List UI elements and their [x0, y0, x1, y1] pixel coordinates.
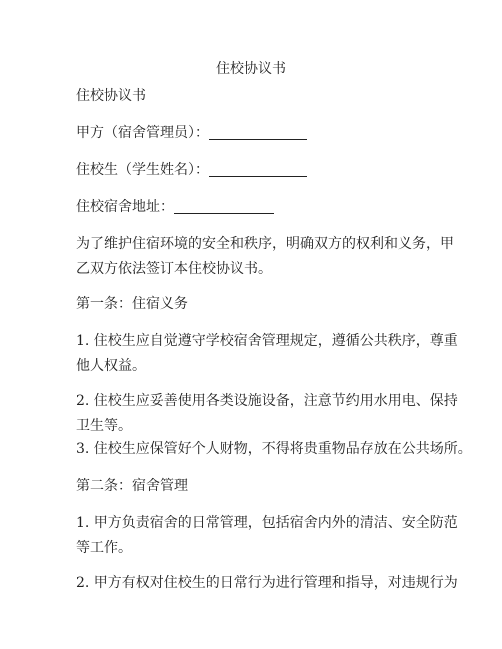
article2-item2	[76, 571, 458, 596]
paragraph-line: 2. 住校生应妥善使用各类设施设备，注意节约用水用电、保持	[76, 393, 458, 409]
address-label: 住校宿舍地址：	[76, 199, 174, 215]
address-field	[76, 195, 446, 220]
paragraph-line: 1. 甲方负责宿舍的日常管理，包括宿舍内外的清洁、安全防范	[76, 515, 458, 531]
party-a-label: 甲方（宿舍管理员）：	[76, 125, 209, 141]
student-label: 住校生（学生姓名）：	[76, 162, 209, 178]
student-field	[76, 158, 446, 183]
paragraph-line: 1. 住校生应自觉遵守学校宿舍管理规定，遵循公共秩序，尊重	[76, 333, 458, 349]
article1-title: 第一条：住宿义务	[76, 296, 188, 312]
article2-title: 第二条：宿舍管理	[76, 478, 188, 494]
document-title: 住校协议书	[216, 61, 286, 77]
article1-item2	[76, 389, 458, 439]
paragraph-line: 他人权益。	[76, 358, 146, 374]
article1-item1	[76, 329, 458, 379]
article2-item1	[76, 511, 458, 561]
document-heading: 住校协议书	[76, 88, 146, 104]
intro-paragraph	[76, 232, 454, 282]
article1-item3: 3. 住校生应保管好个人财物，不得将贵重物品存放在公共场所。	[76, 441, 472, 457]
party-a-field	[76, 121, 446, 146]
intro-line: 乙双方依法签订本住校协议书。	[76, 261, 272, 277]
student-blank	[209, 162, 307, 177]
paragraph-line: 等工作。	[76, 540, 132, 556]
intro-line: 为了维护住宿环境的安全和秩序，明确双方的权利和义务，甲	[76, 236, 454, 252]
paragraph-line: 卫生等。	[76, 418, 132, 434]
party-a-blank	[209, 125, 307, 140]
address-blank	[174, 199, 274, 214]
paragraph-line: 2. 甲方有权对住校生的日常行为进行管理和指导，对违规行为	[76, 575, 458, 591]
